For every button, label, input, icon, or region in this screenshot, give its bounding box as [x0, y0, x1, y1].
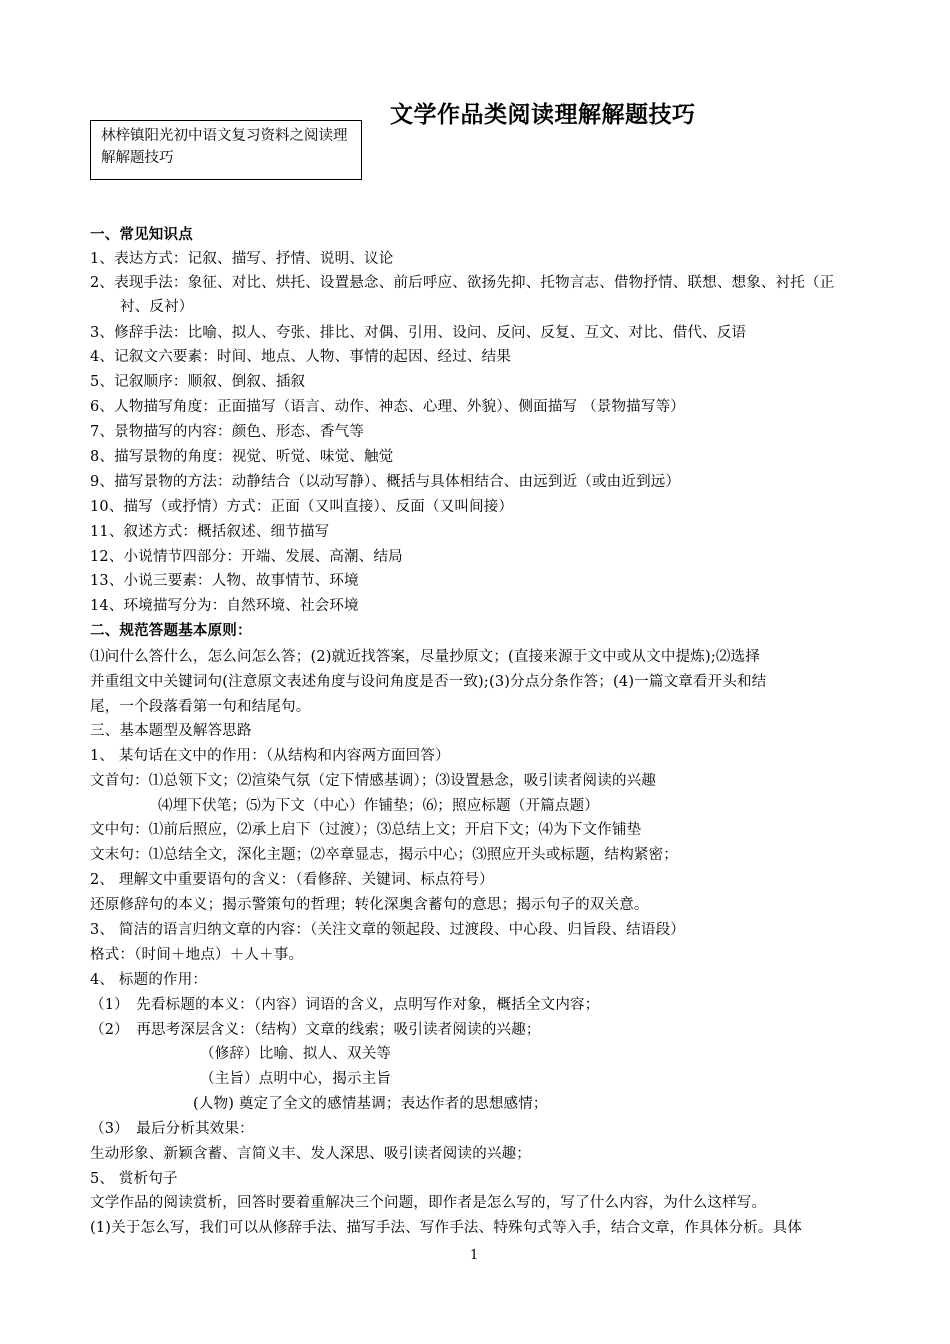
text-line: 3、修辞手法：比喻、拟人、夸张、排比、对偶、引用、设问、反问、反复、互文、对比、借代、反语 [90, 325, 747, 341]
page-number: 1 [470, 1248, 479, 1263]
text-line: （修辞）比喻、拟人、双关等 [200, 1046, 392, 1062]
text-line: ⑷埋下伏笔；⑸为下文（中心）作铺垫；⑹；照应标题（开篇点题） [158, 798, 599, 814]
text-line: 格式：（时间＋地点）＋人＋事。 [90, 947, 304, 963]
text-line: 1、 某句话在文中的作用：（从结构和内容两方面回答） [90, 748, 450, 764]
text-line: ⑴问什么答什么，怎么问怎么答；(2)就近找答案，尽量抄原文；(直接来源于文中或从文中提炼);⑵选择 [90, 649, 761, 665]
text-line: 5、记叙顺序：顺叙、倒叙、插叙 [90, 374, 306, 390]
text-line: (1)关于怎么写，我们可以从修辞手法、描写手法、写作手法、特殊句式等入手，结合文章，作具体分析。具体 [90, 1220, 803, 1236]
text-line: 8、描写景物的角度：视觉、听觉、味觉、触觉 [90, 449, 394, 465]
document-title: 文学作品类阅读理解解题技巧 [390, 102, 696, 128]
text-line: 衬、反衬） [120, 299, 194, 315]
text-line: 13、小说三要素：人物、故事情节、环境 [90, 573, 359, 589]
section-heading: 一、常见知识点 [90, 226, 193, 243]
text-line: 7、景物描写的内容：颜色、形态、香气等 [90, 424, 365, 440]
text-line: 9、描写景物的方法：动静结合（以动写静）、概括与具体相结合、由远到近（或由近到远） [90, 474, 681, 490]
text-line: 12、小说情节四部分：开端、发展、高潮、结局 [90, 549, 403, 565]
text-line: 尾，一个段落看第一句和结尾句。 [90, 699, 311, 715]
section-heading: 二、规范答题基本原则： [90, 622, 252, 639]
text-line: 11、叙述方式：概括叙述、细节描写 [90, 524, 330, 540]
text-line: 三、基本题型及解答思路 [90, 723, 252, 739]
text-line: 生动形象、新颖含蓄、言简义丰、发人深思、吸引读者阅读的兴趣； [90, 1146, 531, 1162]
text-line: 并重组文中关键词句(注意原文表述角度与设问角度是否一致);(3)分点分条作答；(4)一篇文章看开头和结 [90, 674, 767, 690]
text-line: 2、 理解文中重要语句的含义：（看修辞、关键词、标点符号） [90, 872, 494, 888]
text-line: 4、 标题的作用： [90, 972, 208, 988]
text-line: 文末句：⑴总结全文，深化主题；⑵卒章显志，揭示中心；⑶照应开头或标题，结构紧密； [90, 847, 678, 863]
text-line: （主旨）点明中心，揭示主旨 [200, 1071, 392, 1087]
text-line: （3） 最后分析其效果： [90, 1121, 254, 1137]
text-line: (人物) 奠定了全文的感情基调；表达作者的思想感情； [193, 1096, 548, 1112]
text-line: 2、表现手法：象征、对比、烘托、设置悬念、前后呼应、欲扬先抑、托物言志、借物抒情、联想、想象、衬托（正 [90, 275, 835, 291]
text-line: 1、表达方式：记叙、描写、抒情、说明、议论 [90, 251, 394, 267]
text-line: （1） 先看标题的本义：（内容）词语的含义，点明写作对象，概括全文内容； [90, 997, 600, 1013]
text-line: 10、描写（或抒情）方式：正面（又叫直接）、反面（又叫间接） [90, 499, 514, 515]
source-box: 林梓镇阳光初中语文复习资料之阅读理解解题技巧 [90, 120, 362, 180]
text-line: 文中句：⑴前后照应，⑵承上启下（过渡）；⑶总结上文；开启下文；⑷为下文作铺垫 [90, 822, 642, 838]
text-line: 3、 简洁的语言归纳文章的内容：（关注文章的领起段、过渡段、中心段、归旨段、结语段） [90, 922, 685, 938]
text-line: 6、人物描写角度：正面描写（语言、动作、神态、心理、外貌）、侧面描写 （景物描写等） [90, 399, 685, 415]
text-line: 文首句：⑴总领下文；⑵渲染气氛（定下情感基调）；⑶设置悬念，吸引读者阅读的兴趣 [90, 773, 657, 789]
text-line: 14、环境描写分为：自然环境、社会环境 [90, 598, 359, 614]
text-line: 文学作品的阅读赏析，回答时要着重解决三个问题，即作者是怎么写的，写了什么内容，为什么这样写。 [90, 1195, 767, 1211]
text-line: 还原修辞句的本义；揭示警策句的哲理；转化深奥含蓄句的意思；揭示句子的双关意。 [90, 897, 649, 913]
text-line: 4、记叙文六要素：时间、地点、人物、事情的起因、经过、结果 [90, 349, 512, 365]
text-line: 5、 赏析句子 [90, 1171, 178, 1187]
text-line: （2） 再思考深层含义：（结构）文章的线索；吸引读者阅读的兴趣； [90, 1022, 541, 1038]
